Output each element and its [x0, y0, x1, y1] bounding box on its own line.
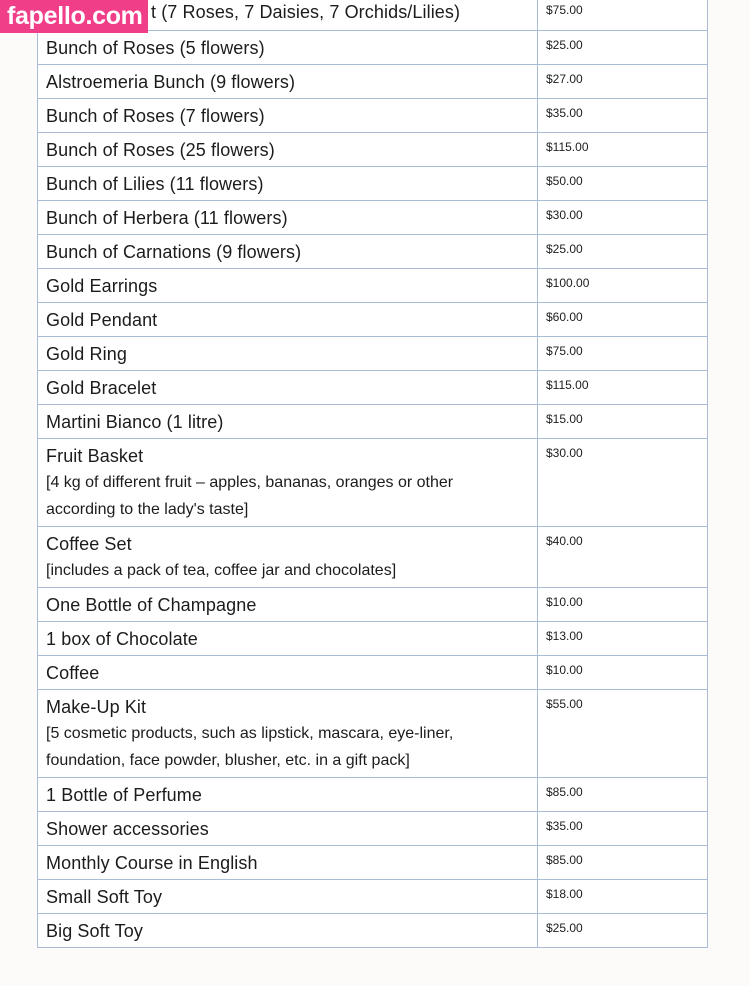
item-price: $10.00 — [546, 594, 583, 609]
table-row — [38, 234, 708, 268]
table-row — [38, 64, 708, 98]
price-table — [37, 0, 708, 948]
price-cell — [538, 370, 708, 404]
price-cell — [538, 879, 708, 913]
price-cell — [538, 404, 708, 438]
item-price: $18.00 — [546, 886, 583, 901]
price-cell — [538, 777, 708, 811]
item-cell — [38, 913, 538, 947]
table-row — [38, 913, 708, 947]
item-cell — [38, 689, 538, 777]
item-cell — [38, 526, 538, 587]
table-row — [38, 655, 708, 689]
item-name: One Bottle of Champagne — [46, 594, 257, 615]
table-row — [38, 30, 708, 64]
item-detail: foundation, face powder, blusher, etc. in a gift pack] — [46, 751, 410, 769]
item-price: $60.00 — [546, 309, 583, 324]
price-cell — [538, 655, 708, 689]
table-row — [38, 879, 708, 913]
item-name: t (7 Roses, 7 Daisies, 7 Orchids/Lilies) — [151, 2, 461, 22]
item-cell — [38, 98, 538, 132]
price-cell — [538, 438, 708, 526]
table-row — [38, 98, 708, 132]
price-cell — [538, 132, 708, 166]
table-row — [38, 845, 708, 879]
price-cell — [538, 302, 708, 336]
item-price: $115.00 — [546, 377, 589, 392]
item-cell — [38, 64, 538, 98]
item-cell — [38, 370, 538, 404]
price-cell — [538, 0, 708, 30]
item-price: $85.00 — [546, 852, 583, 867]
item-cell — [38, 132, 538, 166]
item-cell — [38, 845, 538, 879]
item-name: Small Soft Toy — [46, 886, 163, 907]
item-price: $50.00 — [546, 173, 583, 188]
table-row — [38, 268, 708, 302]
item-price: $85.00 — [546, 784, 583, 799]
item-name: Coffee — [46, 662, 100, 683]
table-row — [38, 404, 708, 438]
item-name: Bunch of Herbera (11 flowers) — [46, 207, 288, 228]
item-cell — [38, 655, 538, 689]
watermark-text: fapello.com — [7, 2, 143, 30]
item-name: Big Soft Toy — [46, 920, 143, 941]
item-price: $30.00 — [546, 445, 583, 460]
table-row — [38, 811, 708, 845]
table-row — [38, 370, 708, 404]
table-row — [38, 166, 708, 200]
item-name: Bunch of Carnations (9 flowers) — [46, 241, 302, 262]
item-name: Alstroemeria Bunch (9 flowers) — [46, 71, 296, 92]
table-row — [38, 132, 708, 166]
item-cell — [38, 879, 538, 913]
item-price: $35.00 — [546, 105, 583, 120]
price-cell — [538, 587, 708, 621]
item-price: $100.00 — [546, 275, 590, 290]
item-price: $55.00 — [546, 696, 583, 711]
price-cell — [538, 336, 708, 370]
price-cell — [538, 811, 708, 845]
price-cell — [538, 98, 708, 132]
item-name: Make-Up Kit — [46, 696, 147, 717]
price-cell — [538, 913, 708, 947]
item-cell — [38, 234, 538, 268]
price-cell — [538, 621, 708, 655]
table-row — [38, 438, 708, 526]
item-name: Monthly Course in English — [46, 852, 258, 873]
price-cell — [538, 845, 708, 879]
table-row — [38, 336, 708, 370]
price-cell — [538, 234, 708, 268]
item-cell — [38, 268, 538, 302]
item-price: $115.00 — [546, 139, 589, 154]
price-cell — [538, 64, 708, 98]
price-cell — [538, 689, 708, 777]
item-price: $75.00 — [546, 3, 583, 17]
item-cell — [38, 404, 538, 438]
table-row — [38, 777, 708, 811]
price-cell — [538, 30, 708, 64]
item-price: $25.00 — [546, 920, 583, 935]
item-name: Bunch of Roses (7 flowers) — [46, 105, 265, 126]
item-cell — [38, 621, 538, 655]
item-name: Shower accessories — [46, 818, 209, 839]
item-name: Gold Earrings — [46, 275, 158, 296]
item-detail: [5 cosmetic products, such as lipstick, mascara, eye-liner, — [46, 724, 454, 742]
item-name: Coffee Set — [46, 533, 132, 554]
table-row — [38, 587, 708, 621]
item-price: $25.00 — [546, 241, 583, 256]
item-price: $10.00 — [546, 662, 583, 677]
price-cell — [538, 526, 708, 587]
price-cell — [538, 268, 708, 302]
item-name: Bunch of Lilies (11 flowers) — [46, 173, 264, 194]
item-price: $13.00 — [546, 628, 583, 643]
price-cell — [538, 166, 708, 200]
table-row — [38, 689, 708, 777]
item-name: Martini Bianco (1 litre) — [46, 411, 224, 432]
item-name: Gold Pendant — [46, 309, 158, 330]
item-cell — [38, 166, 538, 200]
item-name: 1 Bottle of Perfume — [46, 784, 202, 805]
item-cell — [38, 336, 538, 370]
item-name: Gold Ring — [46, 343, 127, 364]
item-price: $30.00 — [546, 207, 583, 222]
item-price: $40.00 — [546, 533, 583, 548]
item-price: $27.00 — [546, 71, 583, 86]
item-cell — [38, 587, 538, 621]
watermark-badge — [0, 0, 148, 33]
price-cell — [538, 200, 708, 234]
table-row — [38, 302, 708, 336]
item-detail: [4 kg of different fruit – apples, bananas, oranges or other — [46, 473, 454, 491]
item-price: $25.00 — [546, 37, 583, 52]
item-cell — [38, 200, 538, 234]
table-row — [38, 526, 708, 587]
price-table-body — [38, 0, 708, 947]
item-detail: [includes a pack of tea, coffee jar and chocolates] — [46, 561, 397, 579]
item-name: Fruit Basket — [46, 445, 144, 466]
item-cell — [38, 438, 538, 526]
item-name: 1 box of Chocolate — [46, 628, 198, 649]
item-cell — [38, 30, 538, 64]
item-price: $75.00 — [546, 343, 583, 358]
item-cell — [38, 777, 538, 811]
item-name: Bunch of Roses (5 flowers) — [46, 37, 265, 58]
table-row — [38, 621, 708, 655]
item-cell — [38, 302, 538, 336]
item-price: $15.00 — [546, 411, 583, 426]
item-cell — [38, 811, 538, 845]
item-detail: according to the lady's taste] — [46, 500, 249, 518]
table-row — [38, 200, 708, 234]
item-price: $35.00 — [546, 818, 583, 833]
item-name: Gold Bracelet — [46, 377, 157, 398]
item-name: Bunch of Roses (25 flowers) — [46, 139, 275, 160]
